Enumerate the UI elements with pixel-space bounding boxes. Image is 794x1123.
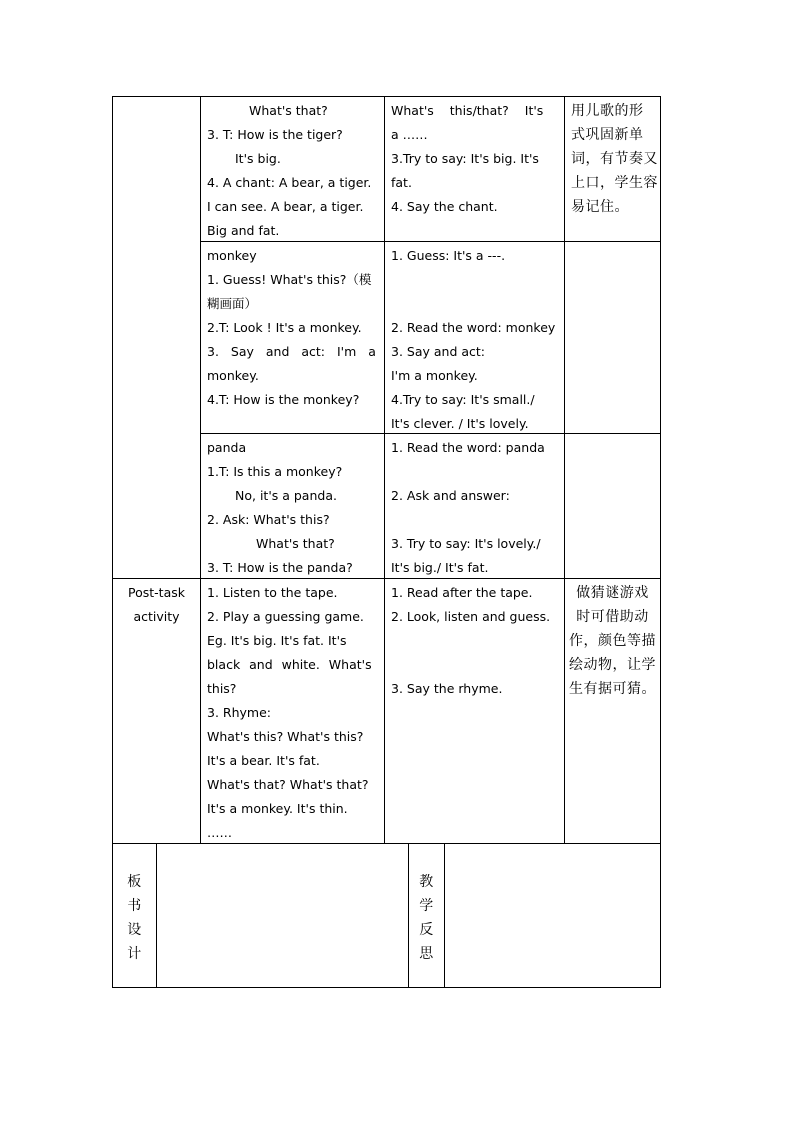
teacher-line: 2. Play a guessing game. [207, 609, 364, 624]
board-design-label: 计 [127, 946, 142, 962]
student-line: It's big./ It's fat. [391, 560, 489, 575]
table-left-border [112, 96, 113, 988]
board-design-area [157, 844, 408, 987]
teaching-reflection-label: 学 [419, 898, 434, 914]
table-right-border [660, 96, 661, 988]
teacher-line: I can see. A bear, a tiger. [207, 199, 364, 214]
teacher-line: 2. Ask: What's this? [207, 512, 330, 527]
teacher-line: 2.T: Look ! It's a monkey. [207, 320, 362, 335]
student-line: 3. Try to say: It's lovely./ [391, 536, 541, 551]
teacher-line: What's that? [256, 536, 335, 551]
row-divider-3 [112, 578, 661, 579]
note-line: 做猜谜游戏 [576, 585, 649, 601]
note-line: 作，颜色等描 [569, 633, 656, 649]
teacher-line: Big and fat. [207, 223, 280, 238]
teacher-line: What's that? What's that? [207, 777, 369, 792]
teacher-line: It's big. [235, 151, 281, 166]
teacher-line: monkey. [207, 368, 259, 383]
student-line: It's clever. / It's lovely. [391, 416, 529, 431]
teacher-line: It's a monkey. It's thin. [207, 801, 348, 816]
student-line: What's this/that? It's [391, 103, 544, 118]
teacher-line: …… [207, 825, 232, 840]
note-line: 用儿歌的形 [571, 103, 644, 119]
teacher-line: 1. Guess! What's this?（模 [207, 272, 372, 287]
teaching-reflection-label: 教 [419, 874, 434, 890]
teaching-reflection-label: 反 [419, 922, 434, 938]
teacher-line: 糊画面） [207, 296, 258, 311]
stage-label: activity [133, 609, 180, 624]
note-line: 式巩固新单 [571, 127, 644, 143]
teaching-reflection-label: 思 [419, 946, 434, 962]
board-design-label: 书 [127, 898, 142, 914]
student-line: 4. Say the chant. [391, 199, 498, 214]
board-design-label: 设 [127, 922, 142, 938]
student-line: 1. Guess: It's a ---. [391, 248, 506, 263]
teacher-line: No, it's a panda. [235, 488, 337, 503]
teacher-line: 3. T: How is the panda? [207, 560, 353, 575]
teacher-line: 3. Say and act: I'm a [207, 344, 376, 359]
student-line: 4.Try to say: It's small./ [391, 392, 535, 407]
student-line: a …… [391, 127, 428, 142]
col-divider-teacher [384, 96, 385, 844]
note-line: 绘动物，让学 [569, 657, 656, 673]
student-line: 3.Try to say: It's big. It's [391, 151, 539, 166]
teacher-line: panda [207, 440, 247, 455]
note-line: 时可借助动 [576, 609, 649, 625]
student-line: 3. Say the rhyme. [391, 681, 503, 696]
teacher-line: It's a bear. It's fat. [207, 753, 320, 768]
student-line: I'm a monkey. [391, 368, 478, 383]
board-design-label: 板 [127, 874, 142, 890]
student-line: 2. Read the word: monkey [391, 320, 556, 335]
table-bottom-border [112, 987, 661, 988]
student-line: 2. Look, listen and guess. [391, 609, 551, 624]
student-line: 1. Read after the tape. [391, 585, 533, 600]
student-line: 1. Read the word: panda [391, 440, 545, 455]
teaching-reflection-area [445, 844, 660, 987]
student-line: 2. Ask and answer: [391, 488, 510, 503]
teacher-line: 4. A chant: A bear, a tiger. [207, 175, 372, 190]
col-divider-stage [200, 96, 201, 844]
stage-label: Post-task [128, 585, 185, 600]
teacher-line: 3. T: How is the tiger? [207, 127, 343, 142]
student-line: 3. Say and act: [391, 344, 486, 359]
teacher-line: 3. Rhyme: [207, 705, 271, 720]
teacher-line: What's that? [249, 103, 328, 118]
table-top-border [112, 96, 661, 97]
teacher-line: black and white. What's [207, 657, 372, 672]
teacher-line: this? [207, 681, 237, 696]
teacher-line: Eg. It's big. It's fat. It's [207, 633, 347, 648]
note-line: 生有据可猜。 [569, 681, 656, 697]
teacher-line: 4.T: How is the monkey? [207, 392, 360, 407]
teacher-line: monkey [207, 248, 257, 263]
note-line: 上口，学生容 [571, 175, 658, 191]
teacher-line: 1. Listen to the tape. [207, 585, 338, 600]
teacher-line: What's this? What's this? [207, 729, 364, 744]
col-divider-student [564, 96, 565, 844]
teacher-line: 1.T: Is this a monkey? [207, 464, 343, 479]
student-line: fat. [391, 175, 412, 190]
note-line: 词，有节奏又 [571, 151, 658, 167]
note-line: 易记住。 [571, 199, 629, 215]
